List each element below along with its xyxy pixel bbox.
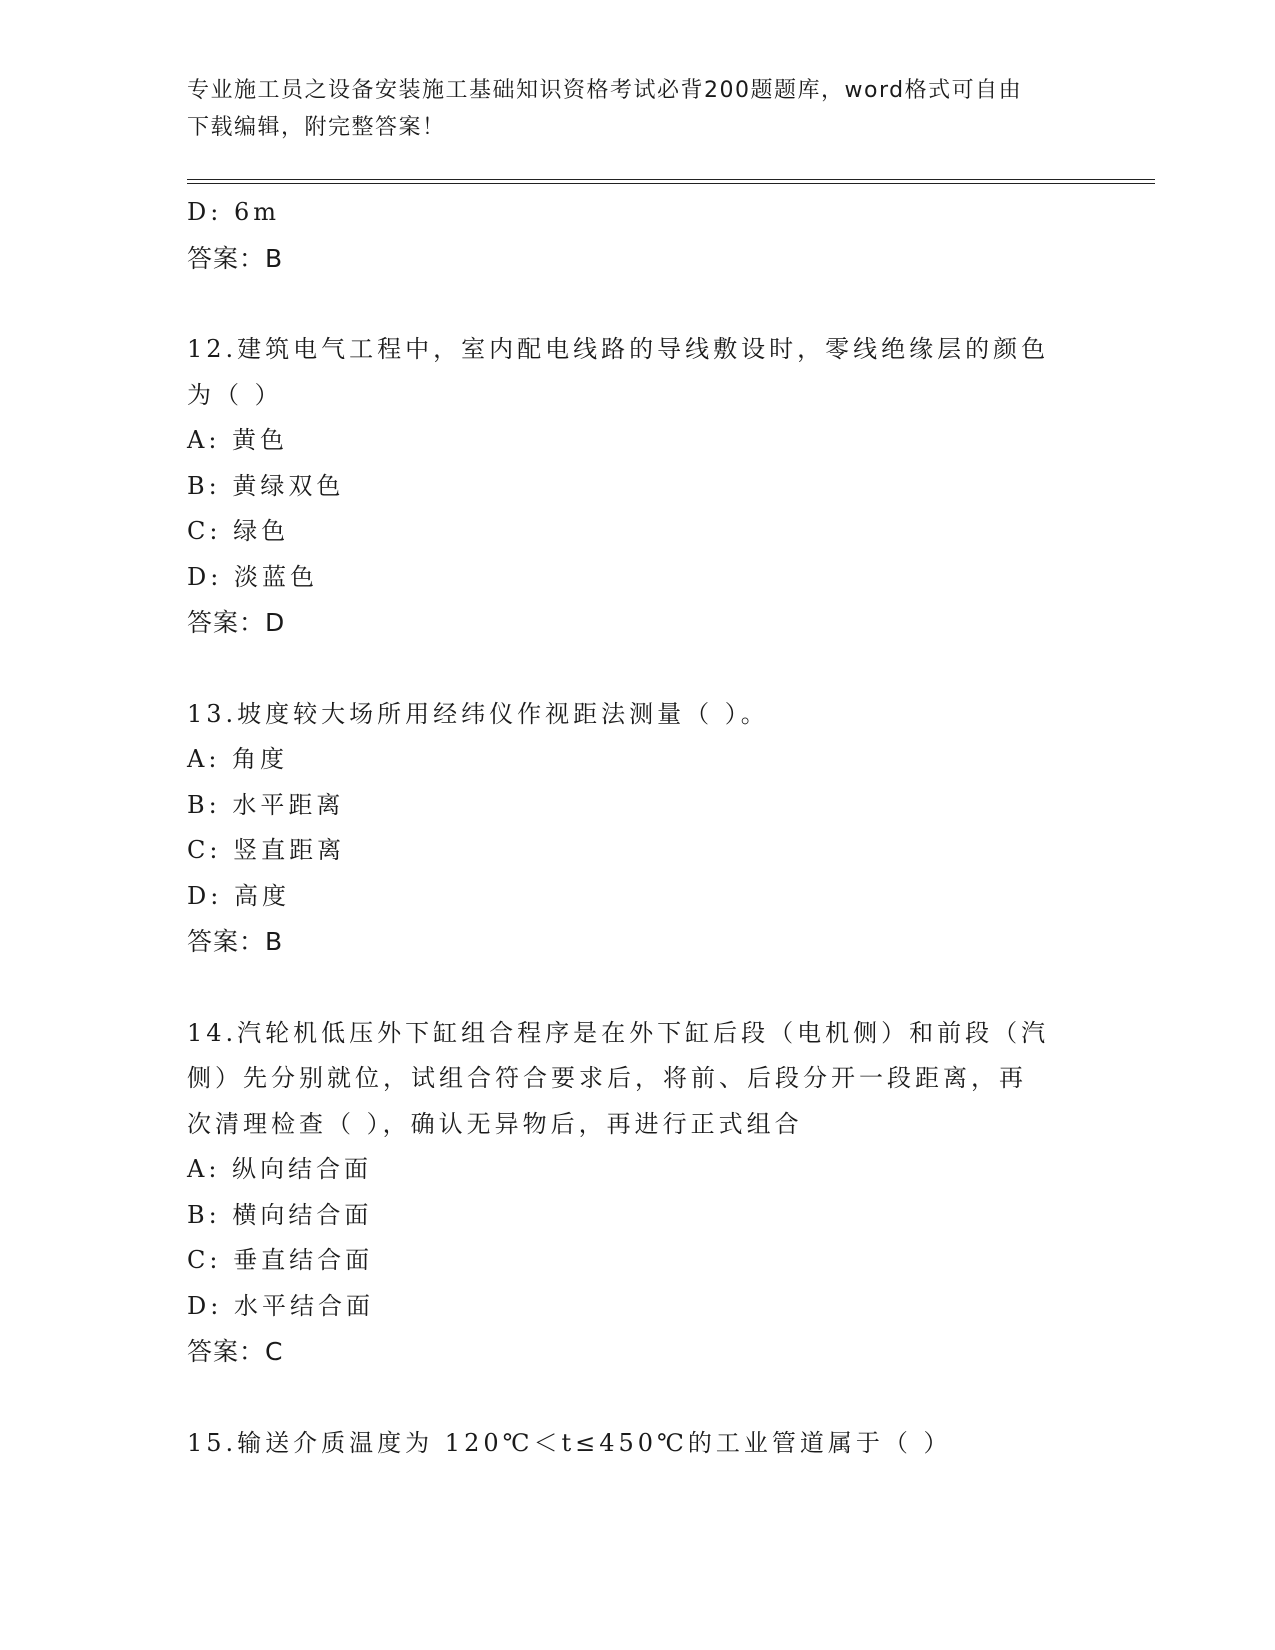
answer: 答案：C	[187, 1337, 284, 1366]
question-15	[187, 1421, 1087, 1467]
question-12	[187, 327, 1087, 646]
answer: 答案：D	[187, 608, 286, 637]
option-a: A: 角度	[187, 745, 289, 773]
option-b: B: 横向结合面	[187, 1200, 373, 1229]
spacer	[187, 1375, 1087, 1421]
header-rule-top	[187, 179, 1155, 180]
question-text-line: 为（ ）	[187, 380, 283, 409]
spacer	[187, 646, 1087, 692]
question-text-line: 13.坡度较大场所用经纬仪作视距法测量（ ）。	[187, 699, 769, 728]
option-d: D: 淡蓝色	[187, 562, 318, 591]
question-text-line: 12.建筑电气工程中，室内配电线路的导线敷设时，零线绝缘层的颜色	[187, 335, 1050, 363]
question-text-line: 侧）先分别就位，试组合符合要求后，将前、后段分开一段距离，再	[187, 1064, 1027, 1092]
spacer	[187, 281, 1087, 327]
document-header	[187, 72, 1087, 146]
option-d: D: 6m	[187, 198, 280, 226]
question-text-line: 14.汽轮机低压外下缸组合程序是在外下缸后段（电机侧）和前段（汽	[187, 1018, 1050, 1047]
question-text-line: 15.输送介质温度为 120℃＜t≤450℃的工业管道属于（ ）	[187, 1428, 952, 1457]
option-c: C: 绿色	[187, 517, 290, 545]
option-d: D: 水平结合面	[187, 1291, 374, 1320]
answer: 答案：B	[187, 243, 284, 273]
answer: 答案：B	[187, 927, 284, 956]
option-d: D: 高度	[187, 881, 290, 910]
question-11-tail	[187, 190, 1087, 281]
option-b: B: 黄绿双色	[187, 471, 345, 500]
question-text-line: 次清理检查（ ），确认无异物后，再进行正式组合	[187, 1109, 803, 1138]
header-line-1: 专业施工员之设备安装施工基础知识资格考试必背200题题库，word格式可自由	[187, 78, 1023, 103]
question-13	[187, 692, 1087, 965]
spacer	[187, 965, 1087, 1011]
header-rule-bottom	[187, 183, 1155, 184]
option-a: A: 黄色	[187, 426, 289, 454]
question-14	[187, 1011, 1087, 1375]
header-line-2: 下载编辑，附完整答案！	[187, 115, 446, 140]
option-c: C: 竖直距离	[187, 836, 346, 864]
option-c: C: 垂直结合面	[187, 1246, 374, 1274]
question-list	[187, 190, 1087, 1466]
option-b: B: 水平距离	[187, 790, 345, 819]
option-a: A: 纵向结合面	[187, 1155, 373, 1183]
